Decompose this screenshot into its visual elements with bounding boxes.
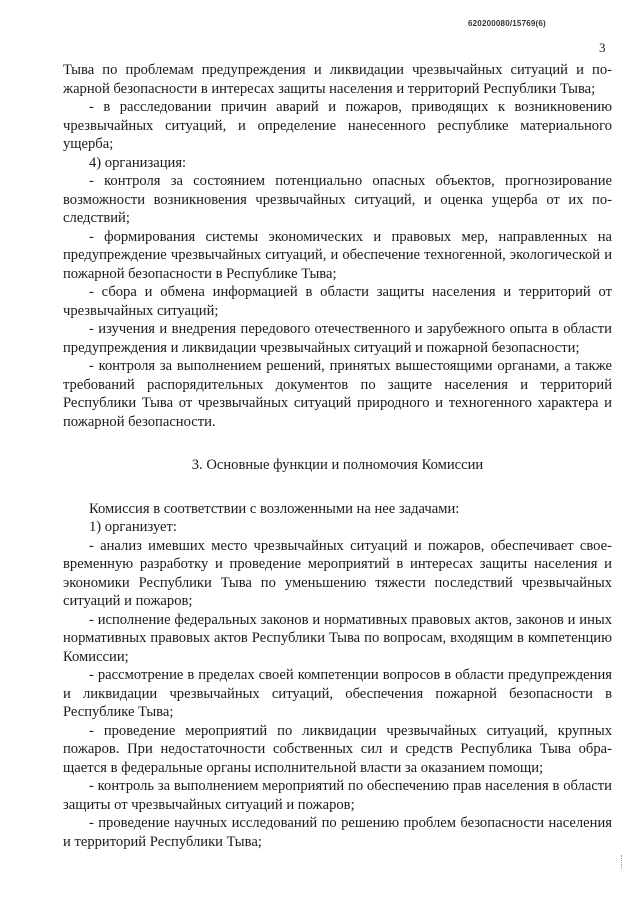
paragraph: - контроль за выполнением мероприятий по обеспечению прав населения в области защиты от чрезвычайных ситуаций и пожаров; [63, 778, 612, 813]
document-body [63, 61, 612, 851]
paragraph: - формирования системы экономических и правовых мер, направленных на предупреждение чрезвычайных ситуаций, и обеспечение техногенной, экологической и пожарной безопасности в Республике Тыва; [63, 228, 612, 282]
paragraph: Комиссия в соответствии с возложенными на нее задачами: [89, 500, 460, 517]
paragraph: - контроля за состоянием потенциально опасных объектов, прогнозирование возможности возникновения чрезвычайных ситуаций, и оценка ущерба от их последствий; [63, 173, 612, 226]
paragraph: - проведение мероприятий по ликвидации чрезвычайных ситуаций, крупных пожаров. При недостаточности собственных сил и средств Республика Тыва обращается в федеральные органы исполнительной власти за оказанием помощи; [63, 722, 612, 776]
paragraph: - проведение научных исследований по решению проблем безопасности населения и территорий Республики Тыва; [63, 815, 612, 850]
paragraph: - анализ имевших место чрезвычайных ситуаций и пожаров, обеспечивает своевременную разработку и проведение мероприятий в интересах защиты населения и экономики Республики Тыва по уменьшению тяжести последствий чрезвычайных ситуаций и пожаров; [63, 537, 612, 609]
document-id: 620200080/15769(6) [468, 19, 546, 28]
paragraph: - в расследовании причин аварий и пожаров, приводящих к возникновению чрезвычайных ситуаций, и определение нанесенного республике материального ущерба; [63, 99, 612, 152]
paragraph: - изучения и внедрения передового отечественного и зарубежного опыта в области предупреждения и ликвидации чрезвычайных ситуаций и пожарной безопасности; [63, 321, 612, 356]
paragraph: Тыва по проблемам предупреждения и ликвидации чрезвычайных ситуаций и пожарной безопасности в интересах защиты населения и территорий Республики Тыва; [63, 62, 612, 97]
scan-artifact [621, 855, 624, 869]
paragraph: - рассмотрение в пределах своей компетенции вопросов в области предупреждения и ликвидации чрезвычайных ситуаций, обеспечения пожарной безопасности в Республике Тыва; [63, 667, 612, 720]
page-number: 3 [599, 40, 606, 55]
section-heading: 3. Основные функции и полномочия Комиссии [191, 457, 484, 473]
paragraph: - контроля за выполнением решений, принятых вышестоящими органами, а также требований распорядительных документов по защите населения и территорий Республики Тыва от чрезвычайных ситуаций природного и техногенного характера и пожарной безопасности. [63, 358, 612, 430]
paragraph: - исполнение федеральных законов и нормативных правовых актов, законов и иных нормативных правовых актов Республики Тыва по вопросам, входящим в компетенцию Комиссии; [63, 611, 612, 665]
paragraph: 1) организует: [89, 519, 177, 535]
paragraph: - сбора и обмена информацией в области защиты населения и территорий от чрезвычайных ситуаций; [63, 284, 612, 319]
paragraph: 4) организация: [89, 154, 187, 171]
